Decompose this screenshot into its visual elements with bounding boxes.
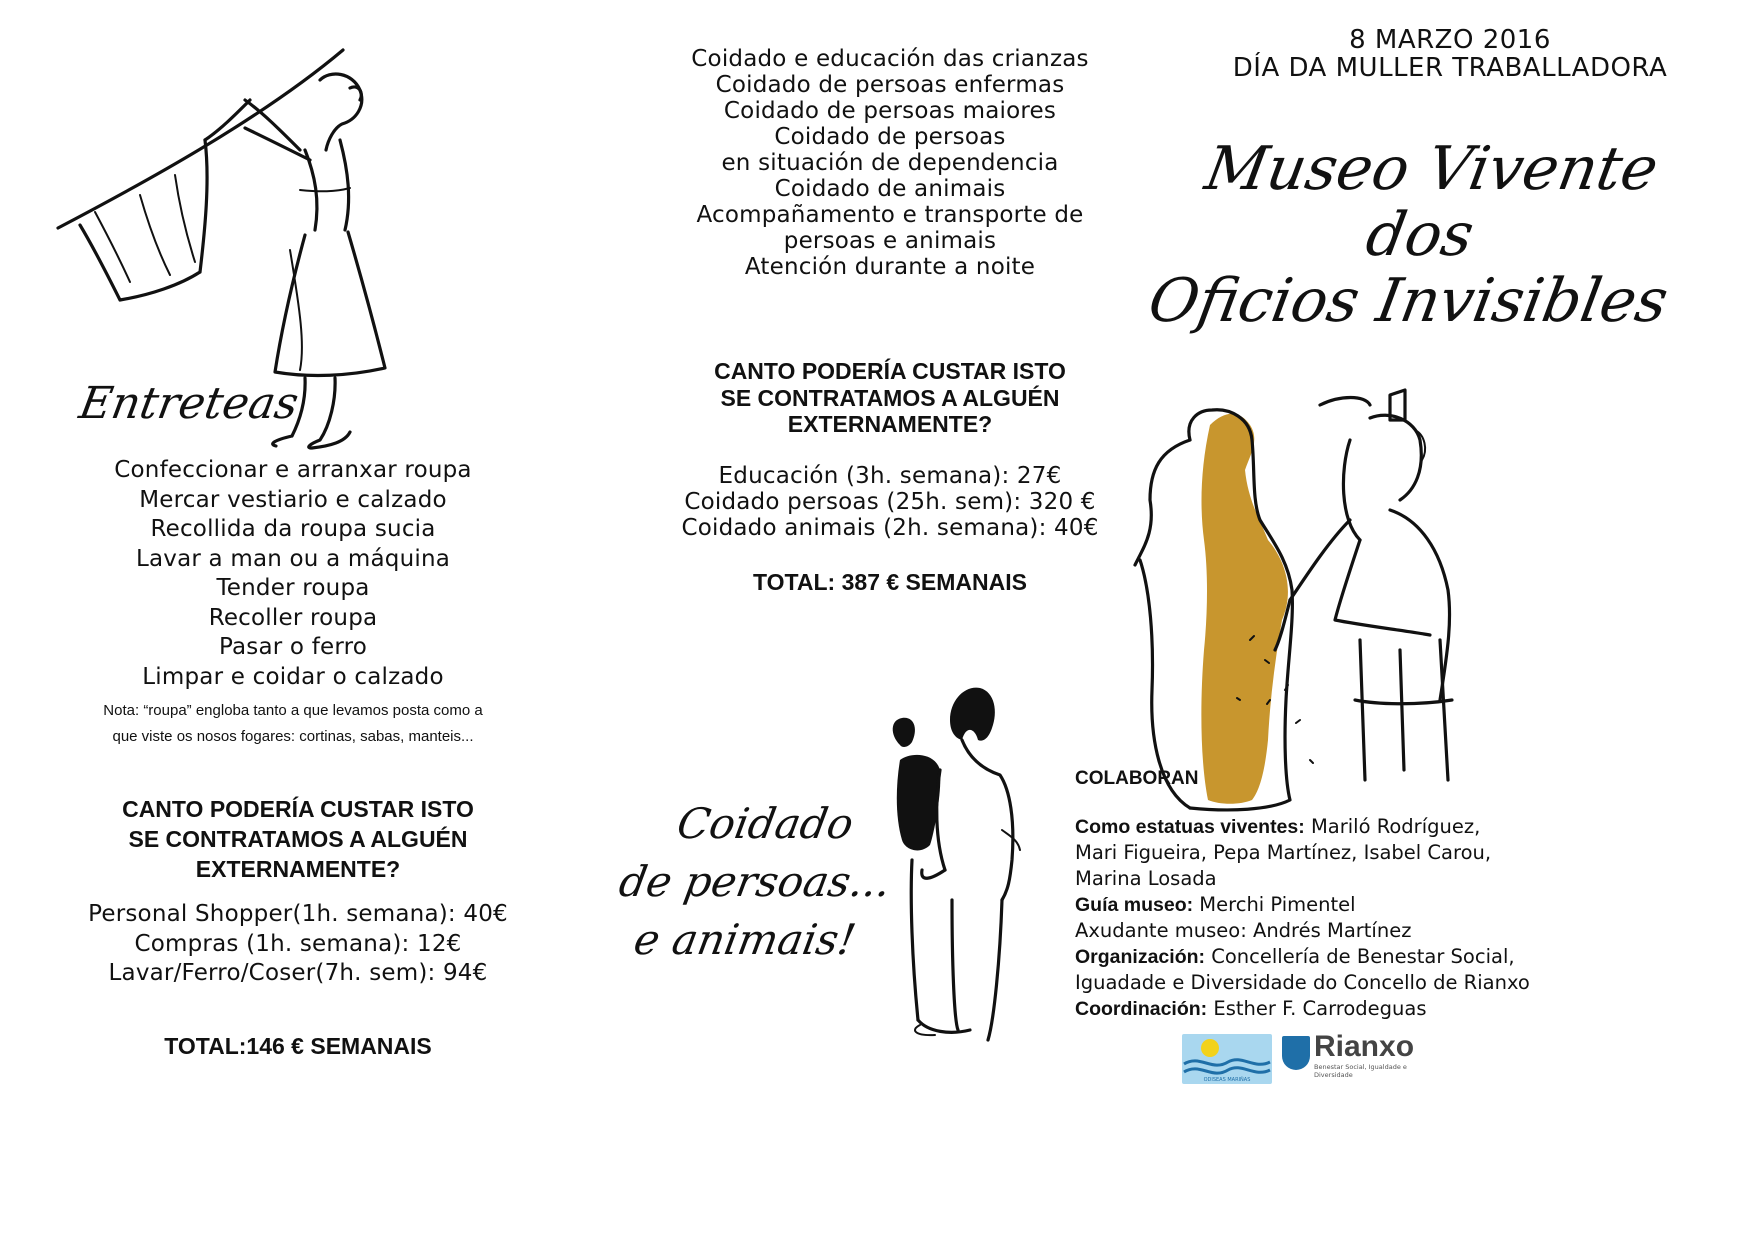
credit-line — [1075, 970, 1555, 996]
credit-line — [1075, 996, 1555, 1022]
sculptor-illustration — [1190, 0, 1754, 1240]
left-cost-question — [18, 794, 578, 884]
task-item: Recollida da roupa sucia — [150, 516, 436, 542]
task-item: Recoller roupa — [208, 604, 378, 631]
question-line: CANTO PODERÍA CUSTAR ISTO — [714, 358, 1066, 384]
script-line: de persoas... — [615, 857, 895, 906]
credit-label: Guía museo: — [1075, 894, 1194, 916]
task-item: Coidado e educación das crianzas — [691, 46, 1089, 72]
question-line: CANTO PODERÍA CUSTAR ISTO — [122, 796, 474, 822]
association-logo-text: ODISEAS MARIÑAS — [1203, 1077, 1251, 1083]
title-line-3: Oficios Invisibles — [1143, 266, 1674, 336]
task-item: Confeccionar e arranxar roupa — [114, 457, 472, 483]
laundry-task-list — [28, 456, 558, 692]
question-line: SE CONTRATAMOS A ALGUÉN — [720, 384, 1060, 411]
credit-text: Mariló Rodríguez, — [1304, 815, 1481, 838]
task-item: Lavar a man ou a máquina — [135, 545, 451, 572]
credit-label: Organización: — [1075, 946, 1206, 968]
rianxo-logo-text: Rianxo — [1314, 1030, 1415, 1063]
middle-total: TOTAL: 387 € SEMANAIS — [753, 569, 1027, 595]
script-title-entreteas: Entreteas — [75, 378, 303, 429]
task-item: Acompañamento e transporte de — [696, 202, 1084, 228]
task-item: Coidado de persoas enfermas — [715, 72, 1065, 98]
credit-text: Marina Losada — [1075, 867, 1217, 890]
cost-item: Personal Shopper(1h. semana): 40€ — [88, 901, 508, 927]
laundry-note — [18, 698, 568, 750]
credit-line — [1075, 944, 1555, 970]
credit-text: Axudante museo: Andrés Martínez — [1075, 919, 1412, 942]
event-date: 8 MARZO 2016 — [1349, 25, 1551, 55]
task-item: Limpar e coidar o calzado — [142, 663, 444, 690]
question-line: EXTERNAMENTE? — [195, 856, 401, 882]
event-name: DÍA DA MULLER TRABALLADORA — [1232, 53, 1668, 83]
cost-item: Lavar/Ferro/Coser(7h. sem): 94€ — [108, 960, 488, 986]
task-item: Pasar o ferro — [218, 634, 368, 660]
script-line: Coidado — [673, 799, 858, 848]
title-line-2: dos — [1361, 200, 1479, 270]
left-panel — [0, 0, 590, 1240]
credit-line — [1075, 866, 1555, 892]
question-line: SE CONTRATAMOS A ALGUÉN — [128, 826, 468, 852]
cost-item: Compras (1h. semana): 12€ — [134, 930, 462, 957]
note-line-2: que viste os nosos fogares: cortinas, sabas, manteis... — [112, 728, 474, 745]
credit-line — [1075, 918, 1555, 944]
credit-label: Como estatuas viventes: — [1075, 816, 1305, 838]
cost-item: Coidado persoas (25h. sem): 320 € — [684, 489, 1096, 515]
credit-text: Iguadade e Diversidade do Concello de Rianxo — [1075, 971, 1530, 994]
rianxo-shield-icon — [1282, 1036, 1310, 1070]
credit-line — [1075, 892, 1555, 918]
task-item: Coidado de animais — [774, 176, 1006, 202]
title-line-1: Museo Vivente — [1200, 134, 1664, 204]
credit-line — [1075, 814, 1555, 840]
right-panel — [1075, 0, 1754, 1240]
task-item: Mercar vestiario e calzado — [139, 486, 447, 513]
task-item: persoas e animais — [783, 228, 997, 254]
cost-item: Coidado animais (2h. semana): 40€ — [681, 515, 1099, 541]
credit-line — [1075, 840, 1555, 866]
note-line-1: Nota: “roupa” engloba tanto a que levamos posta como a — [103, 702, 483, 719]
task-item: Atención durante a noite — [744, 254, 1036, 280]
credit-text: Merchi Pimentel — [1193, 893, 1356, 916]
task-item: Coidado de persoas maiores — [723, 98, 1057, 124]
task-item: en situación de dependencia — [721, 150, 1059, 176]
task-item: Coidado de persoas — [774, 124, 1006, 150]
task-item: Tender roupa — [216, 575, 370, 601]
left-cost-list — [18, 900, 578, 989]
credits-list — [1075, 814, 1555, 1022]
woman-carrying-baby-illustration — [590, 0, 1190, 1240]
question-line: EXTERNAMENTE? — [787, 411, 993, 437]
association-logo — [1182, 1034, 1272, 1084]
credit-text: Esther F. Carrodeguas — [1207, 997, 1427, 1020]
rianxo-logo-subtitle: Benestar Social, Igualdade e Diversidade — [1314, 1063, 1407, 1079]
colaboran-heading: COLABORAN — [1075, 768, 1199, 789]
credit-label: Coordinación: — [1075, 998, 1208, 1020]
cost-item: Educación (3h. semana): 27€ — [718, 463, 1062, 489]
credit-text: Concellería de Benestar Social, — [1205, 945, 1515, 968]
credit-text: Mari Figueira, Pepa Martínez, Isabel Carou, — [1075, 841, 1492, 864]
left-total: TOTAL:146 € SEMANAIS — [164, 1033, 432, 1059]
woman-hanging-laundry-illustration — [0, 0, 590, 520]
middle-panel — [590, 0, 1190, 1240]
script-line: e animais! — [630, 915, 860, 964]
